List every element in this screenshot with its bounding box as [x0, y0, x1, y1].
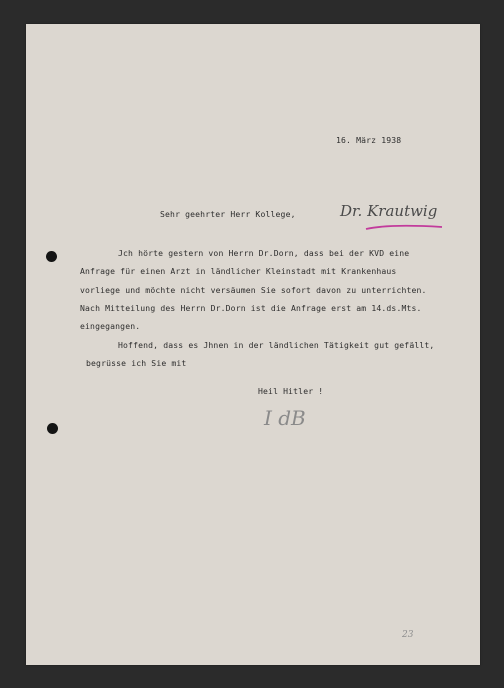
punch-hole-bottom: [47, 423, 58, 434]
date-line: 16. März 1938: [336, 135, 402, 145]
body-line-5: eingegangen.: [80, 321, 141, 331]
handwritten-initials: I dB: [264, 406, 306, 430]
body-line-3: vorliege und möchte nicht versäumen Sie sofort davon zu unterrichten.: [80, 285, 427, 295]
letter-page: [26, 24, 480, 665]
greeting: Sehr geehrter Herr Kollege,: [160, 209, 296, 219]
handwritten-addressee: Dr. Krautwig: [340, 202, 438, 220]
page-number: 23: [402, 630, 414, 640]
body-line-6: Hoffend, dass es Jhnen in der ländlichen Tätigkeit gut gefällt,: [118, 340, 435, 350]
addressee-underline: [364, 221, 444, 233]
closing: Heil Hitler !: [258, 386, 324, 396]
body-line-7: begrüsse ich Sie mit: [86, 358, 187, 368]
body-line-4: Nach Mitteilung des Herrn Dr.Dorn ist die Anfrage erst am 14.ds.Mts.: [80, 303, 422, 313]
body-line-1: Jch hörte gestern von Herrn Dr.Dorn, dass bei der KVD eine: [118, 248, 410, 258]
punch-hole-top: [46, 251, 57, 262]
body-line-2: Anfrage für einen Arzt in ländlicher Kleinstadt mit Krankenhaus: [80, 266, 397, 276]
